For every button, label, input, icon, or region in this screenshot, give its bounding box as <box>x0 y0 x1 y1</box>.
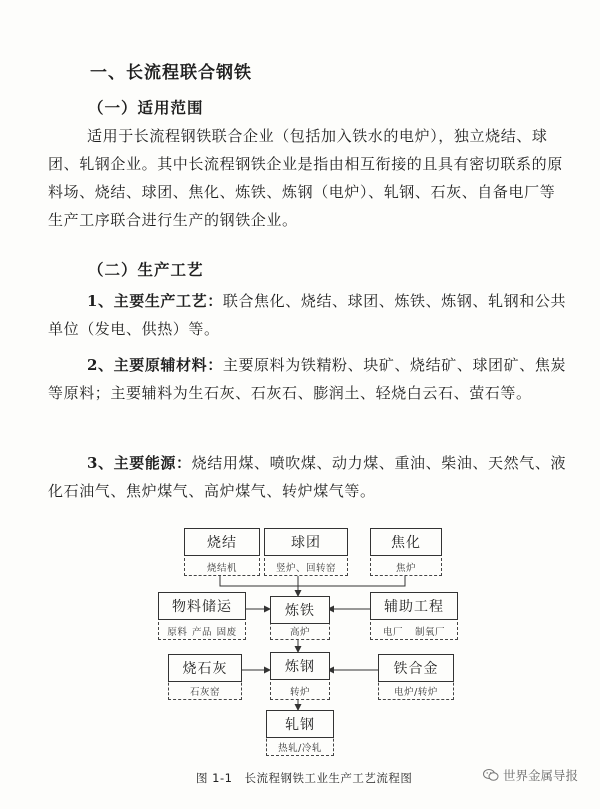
node-sinter <box>184 528 260 576</box>
node-auxiliary-sub <box>371 623 457 639</box>
watermark <box>483 766 578 784</box>
process-item-2-text: 主要原料为铁精粉、块矿、烧结矿、球团矿、焦炭等原料；主要辅料为生石灰、石灰石、膨润土、轻烧白云石、萤石等。 <box>48 356 567 402</box>
node-pellet <box>264 528 348 576</box>
wechat-icon <box>483 768 499 782</box>
subsection-title-scope: （一）适用范围 <box>88 98 204 117</box>
node-sinter-sub: 烧结机 <box>206 563 237 574</box>
node-auxiliary-sub-power: 电厂 <box>382 627 403 638</box>
process-item-2-lead: 2、主要原辅材料： <box>87 356 223 374</box>
node-materials <box>158 592 246 640</box>
figure-caption: 图 1-1 长流程钢铁工业生产工艺流程图 <box>196 771 413 785</box>
node-pellet-sub: 竖炉、回转窑 <box>275 563 336 574</box>
process-item-3 <box>48 449 568 505</box>
node-steelmaking <box>270 652 330 700</box>
node-auxiliary-title: 辅助工程 <box>370 592 458 620</box>
process-item-2 <box>48 351 568 407</box>
node-auxiliary-sub-oxygen: 制氧厂 <box>414 627 445 638</box>
node-coking-title: 焦化 <box>370 528 442 556</box>
process-item-1-lead: 1、主要生产工艺： <box>87 292 223 310</box>
node-ferroalloy-title: 铁合金 <box>378 654 454 682</box>
process-item-1-text: 联合焦化、烧结、球团、炼铁、炼钢、轧钢和公共单位（发电、供热）等。 <box>48 292 567 338</box>
node-pellet-title: 球团 <box>264 528 348 556</box>
node-rolling <box>266 710 334 756</box>
node-lime-title: 烧石灰 <box>168 654 242 682</box>
node-steelmaking-title: 炼钢 <box>270 652 330 680</box>
node-ferroalloy-sub: 电炉/转炉 <box>394 687 438 698</box>
node-ferroalloy <box>378 654 454 700</box>
subsection-title-process: （二）生产工艺 <box>88 260 204 279</box>
node-auxiliary <box>370 592 458 640</box>
node-materials-sub-waste: 固废 <box>216 627 237 638</box>
node-lime <box>168 654 242 700</box>
node-steelmaking-sub: 转炉 <box>289 687 310 698</box>
node-ironmaking-title: 炼铁 <box>270 596 330 624</box>
node-coking-sub: 焦炉 <box>395 563 416 574</box>
process-item-3-text: 烧结用煤、喷吹煤、动力煤、重油、柴油、天然气、液化石油气、焦炉煤气、高炉煤气、转炉煤气等。 <box>48 454 567 500</box>
process-item-3-lead: 3、主要能源： <box>87 454 192 472</box>
scope-paragraph: 适用于长流程钢铁联合企业（包括加入铁水的电炉），独立烧结、球团、轧钢企业。其中长流程钢铁企业是指由相互衔接的且具有密切联系的原料场、烧结、球团、焦化、炼铁、炼钢（电炉）、轧钢、石灰、自备电厂等生产工序联合进行生产的钢铁企业。 <box>48 127 563 229</box>
node-materials-sub <box>159 623 245 639</box>
node-sinter-title: 烧结 <box>184 528 260 556</box>
node-materials-sub-raw: 原料 <box>167 627 188 638</box>
node-materials-title: 物料储运 <box>158 592 246 620</box>
section-title: 一、长流程联合钢铁 <box>90 63 252 83</box>
node-lime-sub: 石灰窑 <box>189 687 220 698</box>
node-rolling-title: 轧钢 <box>266 710 334 738</box>
node-coking <box>370 528 442 576</box>
node-ironmaking-sub: 高炉 <box>289 627 310 638</box>
node-materials-sub-product: 产品 <box>191 627 212 638</box>
watermark-text: 世界金属导报 <box>502 768 578 783</box>
node-rolling-sub: 热轧/冷轧 <box>278 743 322 754</box>
node-ironmaking <box>270 596 330 640</box>
process-item-1 <box>48 287 568 343</box>
process-flowchart <box>0 520 600 760</box>
